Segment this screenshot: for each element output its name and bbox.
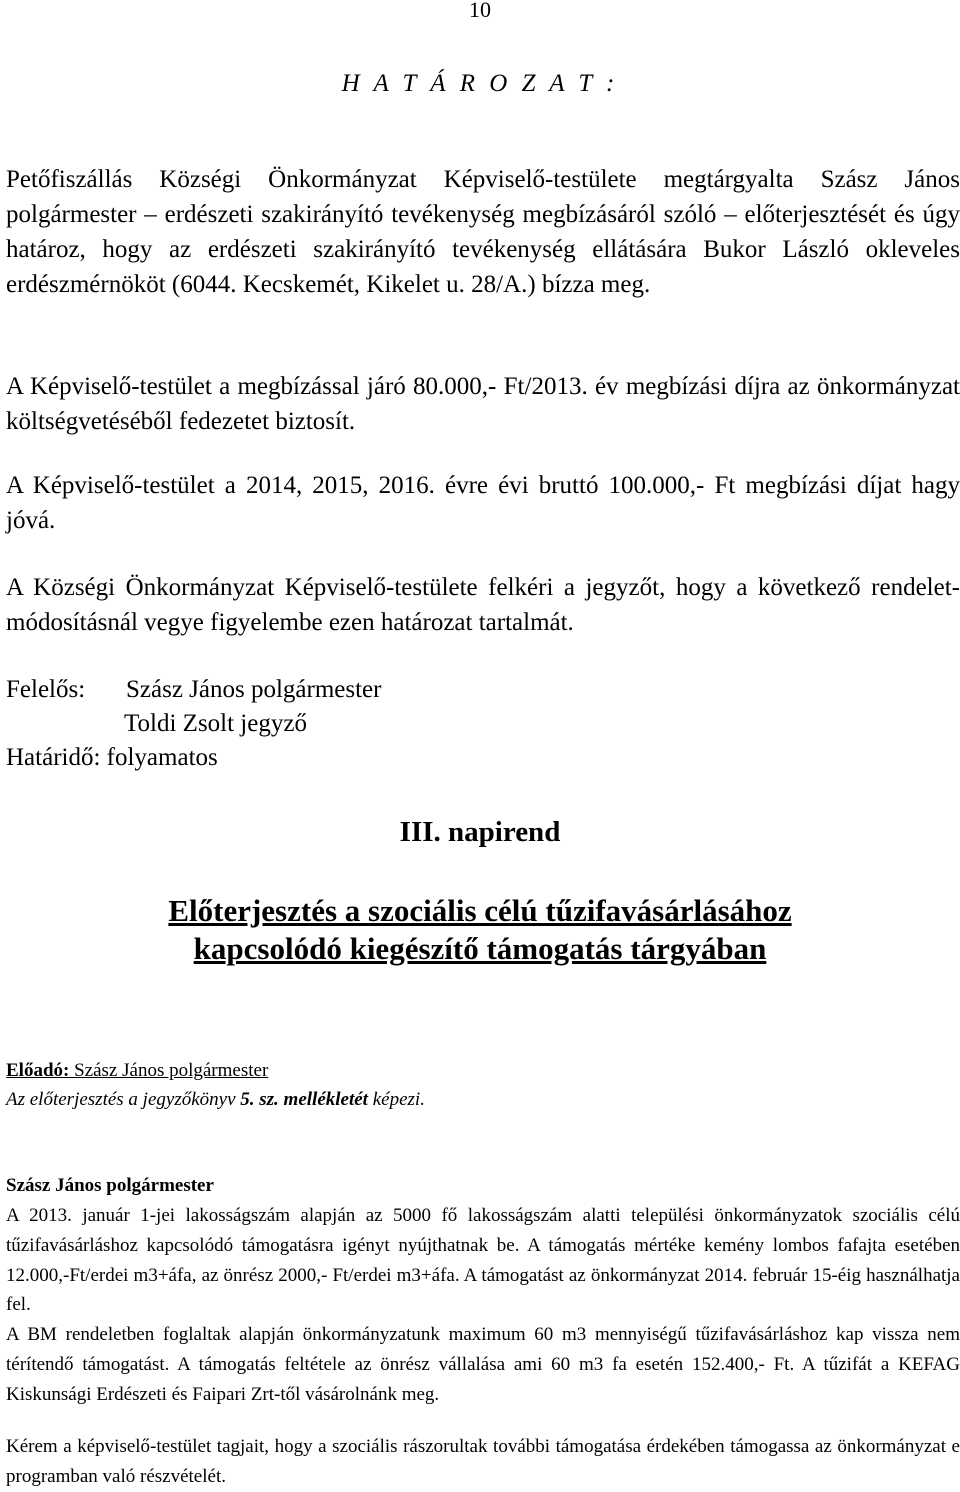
resolution-paragraph-2: A Képviselő-testület a megbízással járó 80.000,- Ft/2013. év megbízási díjra az önkormányzat költségvetéséből fedezetet biztosít. [6,373,960,435]
presenter-label: Előadó: [6,1060,70,1081]
responsible-label: Felelős: [6,676,86,703]
presenter-name: Szász János polgármester [69,1060,269,1081]
proposal-title [0,892,960,968]
proposal-title-line-1: Előterjesztés a szociális célú tűzifavásárlásához [168,893,792,928]
proposal-title-line-2: kapcsolódó kiegészítő támogatás tárgyában [193,931,767,966]
page-number: 10 [469,0,491,22]
agenda-item: III. napirend [399,816,561,848]
deadline: Határidő: folyamatos [6,744,218,771]
responsible-person-2: Toldi Zsolt jegyző [124,710,307,737]
body-paragraph-1: A 2013. január 1-jei lakosságszám alapján az 5000 fő lakosságszám alatti települési önkormányzatok szociális célú tűzifavásárláshoz kapcsolódó támogatásra igényt nyújthatnak be. A támogatás mértéke kemény lombos fafajta esetében 12.000,-Ft/erdei m3+áfa, az önrész 2000,- Ft/erdei m3+áfa. A támogatást az önkormányzat 2014. február 15-éig használhatja fel. [6,1205,960,1316]
body-paragraph-3: Kérem a képviselő-testület tagjait, hogy a szociális rászorultak további támogatása érdekében támogassa az önkormányzat e programban való részvételét. [6,1436,960,1487]
attachment-note [6,1086,425,1113]
resolution-paragraph-4: A Községi Önkormányzat Képviselő-testülete felkéri a jegyzőt, hogy a következő rendelet-módosításnál vegye figyelembe ezen határozat tartalmát. [6,574,960,636]
resolution-heading: H A T Á R O Z A T : [341,70,619,97]
attachment-note-num: 5. sz. mellékletét [240,1089,368,1110]
presenter-line [6,1057,268,1084]
attachment-note-pre: Az előterjesztés a jegyzőkönyv [6,1089,241,1110]
resolution-paragraph-1: Petőfiszállás Községi Önkormányzat Képviselő-testülete megtárgyalta Szász János polgármester – erdészeti szakirányító tevékenység megbízásáról szóló – előterjesztését és úgy határoz, hogy az erdészeti szakirányító tevékenység ellátására Bukor László okleveles erdészmérnököt (6044. Kecskemét, Kikelet u. 28/A.) bízza meg. [6,166,960,298]
resolution-paragraph-3: A Képviselő-testület a 2014, 2015, 2016. évre évi bruttó 100.000,- Ft megbízási díjat hagy jóvá. [6,472,960,534]
attachment-note-post: képezi. [367,1089,425,1110]
body-paragraph-2: A BM rendeletben foglaltak alapján önkormányzatunk maximum 60 m3 mennyiségű tűzifavásárláshoz kap vissza nem térítendő támogatást. A támogatás feltétele az önrész vállalása ami 60 m3 fa esetén 152.400,- Ft. A tűzifát a KEFAG Kiskunsági Erdészeti és Faipari Zrt-től vásárolnánk meg. [6,1324,960,1405]
speaker-name: Szász János polgármester [6,1175,214,1196]
responsible-person-1: Szász János polgármester [126,676,382,703]
